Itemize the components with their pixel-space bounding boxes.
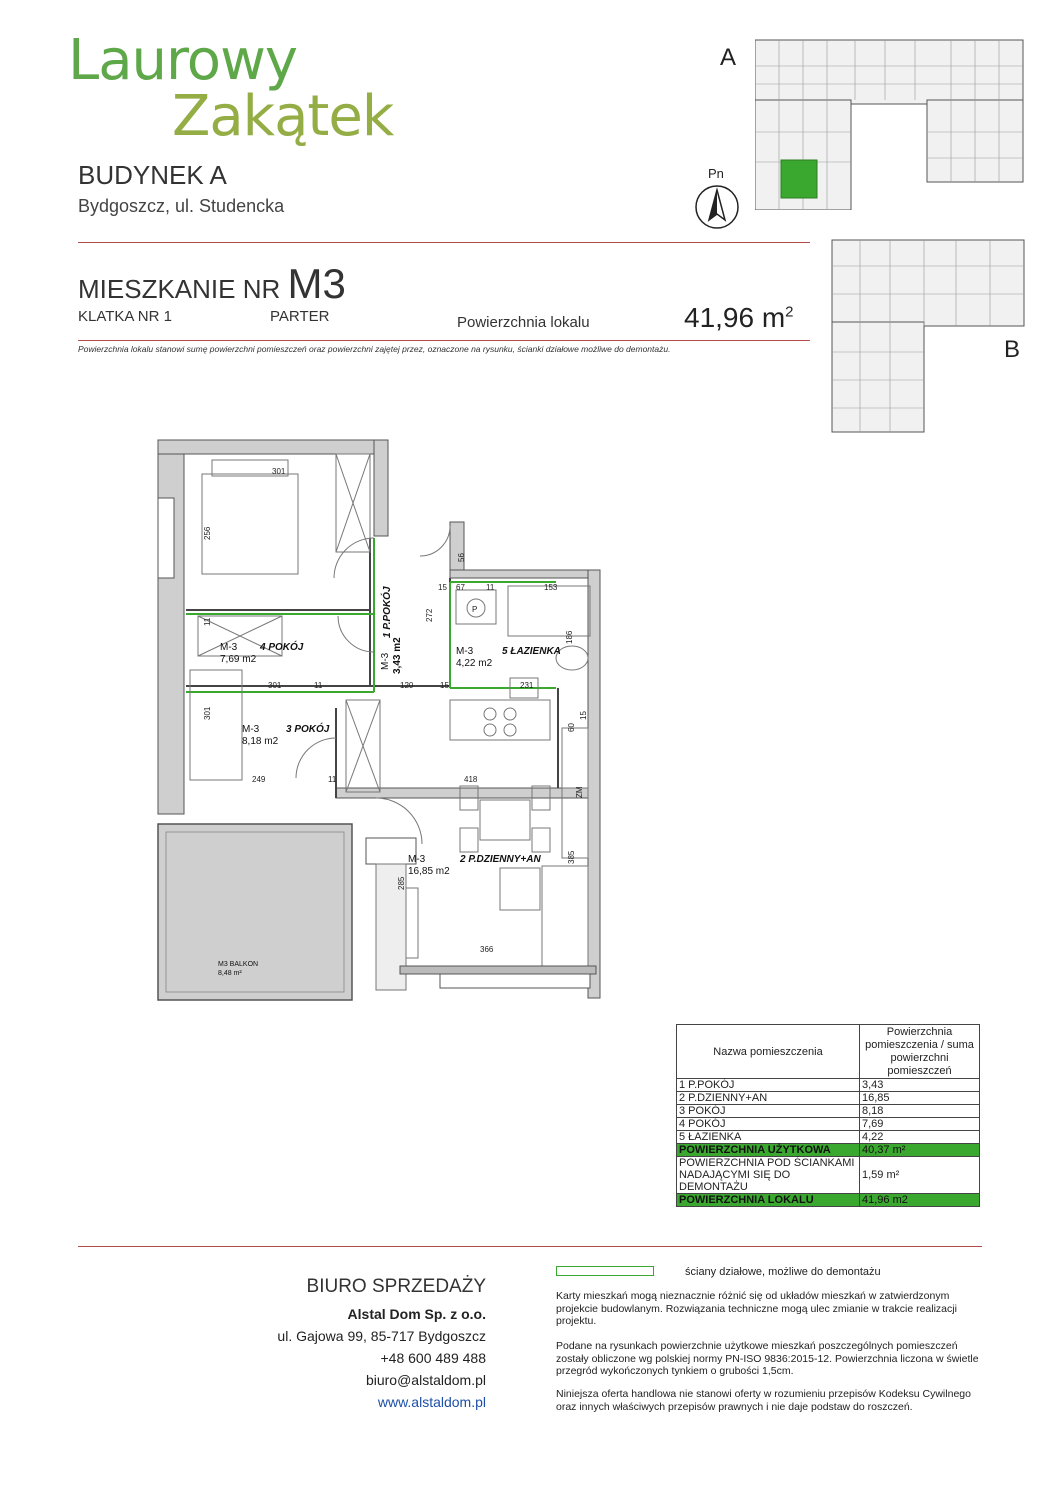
dim: P [472,605,478,614]
dim: 418 [464,775,478,784]
table-header-area: Powierzchnia pomieszczenia / suma powierzchni pomieszczeń [860,1025,980,1079]
room-5-name: 5 ŁAZIENKA [502,646,561,657]
room-5-area: 4,22 m2 [456,658,493,669]
balcony-area-value: 8,48 m² [218,970,242,977]
disclaimer-1: Karty mieszkań mogą nieznacznie różnić się od układów mieszkań w zatwierdzonym projekcie budowlanym. Rozwiązania techniczne mogą ulec zmianie w trakcie realizacji projektu. [556,1290,957,1327]
room-1-code: M-3 [380,652,391,670]
room-3-name: 3 POKÓJ [286,724,330,735]
room-4-area: 7,69 m2 [220,654,257,665]
divider [78,242,810,243]
dim: 249 [252,775,266,784]
dim: 11 [328,775,337,784]
dim: 301 [268,681,282,690]
area-table [676,1024,980,1207]
room-4-code: M-3 [220,642,238,653]
office-address: ul. Gajowa 99, 85-717 Bydgoszcz [277,1328,486,1344]
office-phone[interactable]: +48 600 489 488 [380,1350,486,1366]
key-plan-b [830,236,1026,436]
dim: 256 [203,526,212,540]
dim: 231 [520,681,534,690]
balcony-area [158,824,352,1000]
area-note: Powierzchnia lokalu stanowi sumę powierzchni pomieszczeń oraz powierzchni zajętej przez, oznaczone na rysunku, ścianki działowe możliwe do demontażu. [78,344,671,354]
room-1-name: 1 P.POKÓJ [382,586,393,638]
staircase: KLATKA NR 1 [78,308,172,325]
room-3-area: 8,18 m2 [242,736,279,747]
dim: 272 [425,608,434,622]
room-2-area: 16,85 m2 [408,866,450,877]
dim: 60 [567,723,576,732]
north-arrow-icon [694,184,740,230]
room-1-area: 3,43 m2 [392,637,403,674]
wall-north-east [374,440,388,536]
apartment-number: M3 [287,260,346,307]
table-row: 2 P.DZIENNY+AN 16,85 [677,1092,980,1105]
key-plan-label-b: B [1004,336,1021,363]
dim: 186 [565,630,574,644]
room-3-code: M-3 [242,724,260,735]
area-label: Powierzchnia lokalu [457,314,590,331]
table-row: 1 P.POKÓJ 3,43 [677,1079,980,1092]
divider [78,1246,982,1247]
disclaimer-3: Niniejsza oferta handlowa nie stanowi oferty w rozumieniu przepisów Kodeksu Cywilnego oraz innych właściwych przepisów prawnych i nie daje podstaw do roszczeń. [556,1388,971,1413]
room-2-name: 2 P.DZIENNY+AN [460,854,541,865]
office-website-link[interactable]: www.alstaldom.pl [377,1394,486,1410]
room-2-code: M-3 [408,854,426,865]
divider [78,340,810,341]
key-plan-label-a: A [720,44,737,71]
dim: 15 [438,583,447,592]
apartment-title: MIESZKANIE NR M3 [78,260,346,307]
table-row: 5 ŁAZIENKA 4,22 [677,1131,980,1144]
dim: 11 [314,681,323,690]
dim: ZM [575,786,584,798]
logo-line-1: Laurowy [68,28,298,93]
table-total-row: POWIERZCHNIA LOKALU 41,96 m2 [677,1194,980,1207]
office-email[interactable]: biuro@alstaldom.pl [365,1372,486,1388]
dim: 11 [203,617,212,626]
legend-text: ściany działowe, możliwe do demontażu [685,1266,881,1278]
building-title: BUDYNEK A [78,160,227,190]
legend-swatch [556,1266,654,1276]
table-header-name: Nazwa pomieszczenia [677,1025,860,1079]
north-label: Pn [708,166,724,181]
key-plan-a [755,36,1025,210]
dim: 153 [544,583,558,592]
dim: 285 [397,876,406,890]
dim: 301 [203,706,212,720]
dim: 15 [440,681,449,690]
dim: 11 [486,583,495,592]
dim: 67 [456,583,465,592]
balcony-name: M3 BALKON [218,961,259,968]
logo-line-2: Zakątek [172,84,394,149]
disclaimer-2: Podane na rysunkach powierzchnie użytkowe mieszkań poszczególnych pomieszczeń zostały obliczone wg polskiej normy PN-ISO 9836:2015-12. Powierzchnia liczona w świetle przegród wykończonych tynkiem o grubości 1,5cm. [556,1340,979,1377]
wall-bath-north [450,570,600,578]
dim: 301 [272,467,286,476]
wall-west [158,440,184,814]
dim: 56 [457,553,466,562]
area-value: 41,96 $m^2$ [684,302,794,333]
table-row: 4 POKÓJ 7,69 [677,1118,980,1131]
dim: 366 [480,945,494,954]
dim: 15 [579,711,588,720]
wall-north [158,440,386,454]
floor-plan [150,438,620,1002]
office-company: Alstal Dom Sp. z o.o. [347,1306,486,1322]
table-usable-row: POWIERZCHNIA UŻYTKOWA 40,37 m² [677,1144,980,1157]
building-address: Bydgoszcz, ul. Studencka [78,196,285,216]
room-5-code: M-3 [456,646,474,657]
dim: 385 [567,850,576,864]
room-4-name: 4 POKÓJ [260,642,304,653]
dim: 120 [400,681,414,690]
floor: PARTER [270,308,330,325]
office-title: BIURO SPRZEDAŻY [306,1276,486,1297]
table-walls-row: POWIERZCHNIA POD ŚCIANKAMI NADAJĄCYMI SIĘ DO DEMONTAŻU 1,59 m² [677,1157,980,1194]
table-row: 3 POKÓJ 8,18 [677,1105,980,1118]
